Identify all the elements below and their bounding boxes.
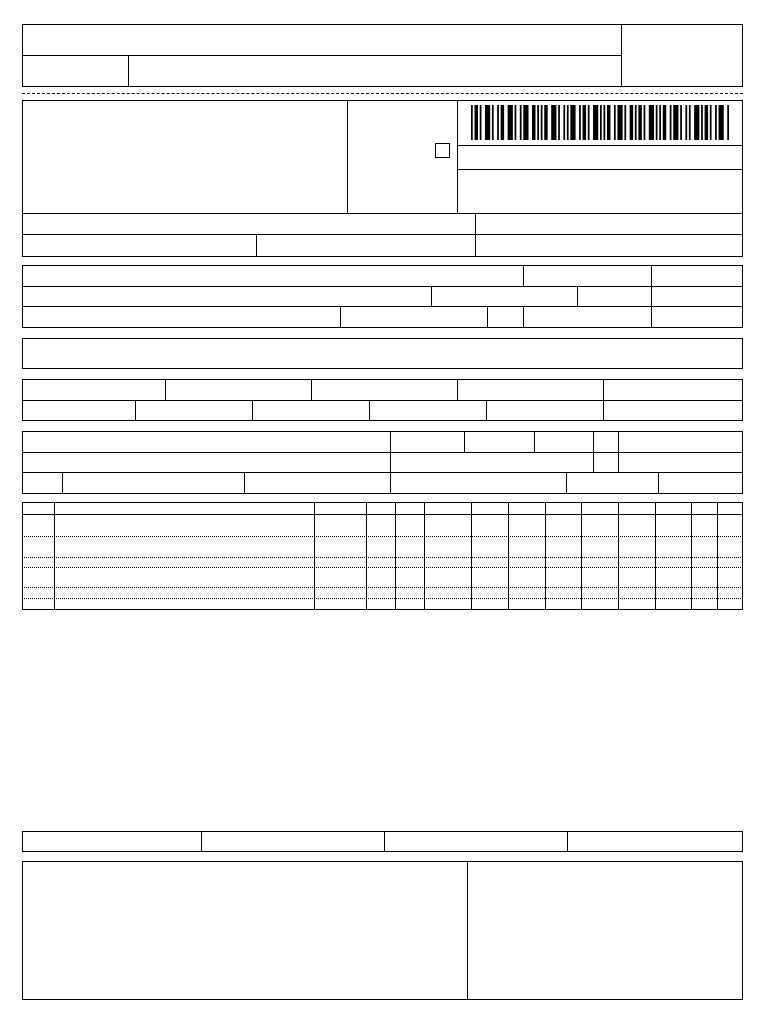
section-4-divider [534,431,535,452]
barcode-bar [644,105,646,140]
section-4-divider [390,431,391,494]
barcode-row-line-2 [457,169,743,170]
header-corner-divider [621,24,622,87]
section-4-row-line-2 [22,472,743,473]
address-row-line-2 [22,234,743,235]
totals-row [22,831,743,852]
section-1-divider [523,306,524,328]
item-grid [22,502,743,610]
item-grid-column-line [471,502,472,610]
barcode-bar [727,105,729,140]
barcode-bar [593,105,598,140]
barcode-bar [474,105,477,140]
address-row-line-1 [22,213,743,214]
barcode-bar [485,105,490,140]
cut-line [22,93,743,94]
section-3-divider [165,379,166,400]
section-1-row-line-2 [22,306,743,307]
section-1-divider [487,306,488,328]
barcode-bar [705,105,708,140]
section-4-divider [62,472,63,494]
barcode-bar [649,105,654,140]
signature-left-field[interactable] [471,865,739,925]
item-grid-column-line [691,502,692,610]
header-title-field[interactable] [26,28,616,52]
checkbox[interactable] [435,143,450,158]
barcode-bar [710,105,712,140]
address-bottom-divider-right [475,213,476,257]
remarks-divider [467,861,468,1000]
section-1-divider [577,286,578,306]
barcode-bar [694,105,699,140]
section-4-box [22,431,743,494]
item-grid-column-line [717,502,718,610]
barcode-bar [680,105,682,140]
barcode-bar [508,105,513,140]
barcode-bar [497,105,499,140]
section-4-row-line-1 [22,452,743,453]
barcode-line-1-field[interactable] [461,149,739,166]
barcode-bar [663,105,666,140]
item-grid-column-line [395,502,396,610]
section-4-divider [566,472,567,494]
item-grid-column-line [314,502,315,610]
barcode-bar [670,105,672,140]
barcode-bar [701,105,703,140]
barcode-line-2-field[interactable] [461,173,739,209]
signature-right-field[interactable] [471,930,739,996]
totals-divider [384,831,385,852]
barcode-bar [630,105,633,140]
section-4-divider [464,431,465,452]
barcode-bar [583,105,586,140]
item-grid-column-line [581,502,582,610]
address-bottom-divider-left [256,234,257,257]
section-2-box [22,338,743,369]
header-corner-field[interactable] [625,28,739,83]
section-3-row-line [22,400,743,401]
section-3-divider [369,400,370,421]
item-grid-column-line [366,502,367,610]
section-3-divider [486,400,487,421]
section-4-divider [618,431,619,472]
barcode-bar [603,105,605,140]
barcode-bar [515,105,517,140]
barcode-bar [541,105,543,140]
barcode-bar [614,105,616,140]
section-3-divider [311,379,312,400]
section-1-divider [523,265,524,286]
section-3-divider [457,379,458,400]
barcode-bar [492,105,494,140]
section-1-box [22,265,743,328]
item-grid-row-line [22,567,743,568]
barcode-bar [570,105,575,140]
section-3-divider [252,400,253,421]
item-grid-row-line [22,536,743,537]
barcode-bar [480,105,482,140]
item-grid-column-line [655,502,656,610]
barcode-bar [588,105,590,140]
section-3-divider [603,379,604,421]
barcode-bar [638,105,641,140]
barcode-row-line-1 [457,145,743,146]
barcode-bar [719,105,724,140]
item-grid-header-line [22,514,743,515]
header-code-divider [128,55,129,87]
barcode-bar [523,105,528,140]
barcode-bar [532,105,535,140]
barcode-bar [600,105,602,140]
barcode-bar [537,105,539,140]
barcode-bar [471,105,473,140]
barcode-bar [567,105,569,140]
barcode-bar [551,105,556,140]
totals-divider [201,831,202,852]
header-code-field[interactable] [26,59,124,83]
barcode-bar [635,105,637,140]
section-4-divider [658,472,659,494]
barcode-bar [624,105,626,140]
barcode-bar [617,105,622,140]
section-4-divider [593,431,594,472]
section-1-row-line-1 [22,286,743,287]
item-grid-column-line [545,502,546,610]
barcode-bar [579,105,581,140]
item-grid-row-line [22,557,743,558]
section-3-divider [135,400,136,421]
section-1-divider [651,265,652,328]
item-grid-column-line [424,502,425,610]
header-name-field[interactable] [132,59,618,83]
barcode-bar [607,105,610,140]
barcode-bar [659,105,661,140]
barcode-bar [673,105,678,140]
address-divider-2 [457,100,458,213]
barcode-bar [501,105,504,140]
address-divider-1 [347,100,348,213]
item-grid-column-line [618,502,619,610]
header-divider [22,55,622,56]
barcode-bar [520,105,522,140]
stamp-block-field[interactable] [351,104,431,209]
section-4-divider [244,472,245,494]
barcode-bar [558,105,560,140]
barcode-bar [715,105,717,140]
barcode-bar [544,105,547,140]
barcode-bar [656,105,658,140]
barcode-image [471,105,729,140]
item-grid-row-line [22,587,743,588]
remarks-field[interactable] [26,865,463,996]
totals-divider [567,831,568,852]
section-1-divider [431,286,432,306]
section-1-divider [340,306,341,328]
item-grid-row-line [22,598,743,599]
barcode-bar [689,105,691,140]
item-grid-column-line [508,502,509,610]
item-grid-column-line [54,502,55,610]
sender-block-field[interactable] [26,104,343,209]
barcode-bar [563,105,565,140]
barcode-bar [685,105,687,140]
